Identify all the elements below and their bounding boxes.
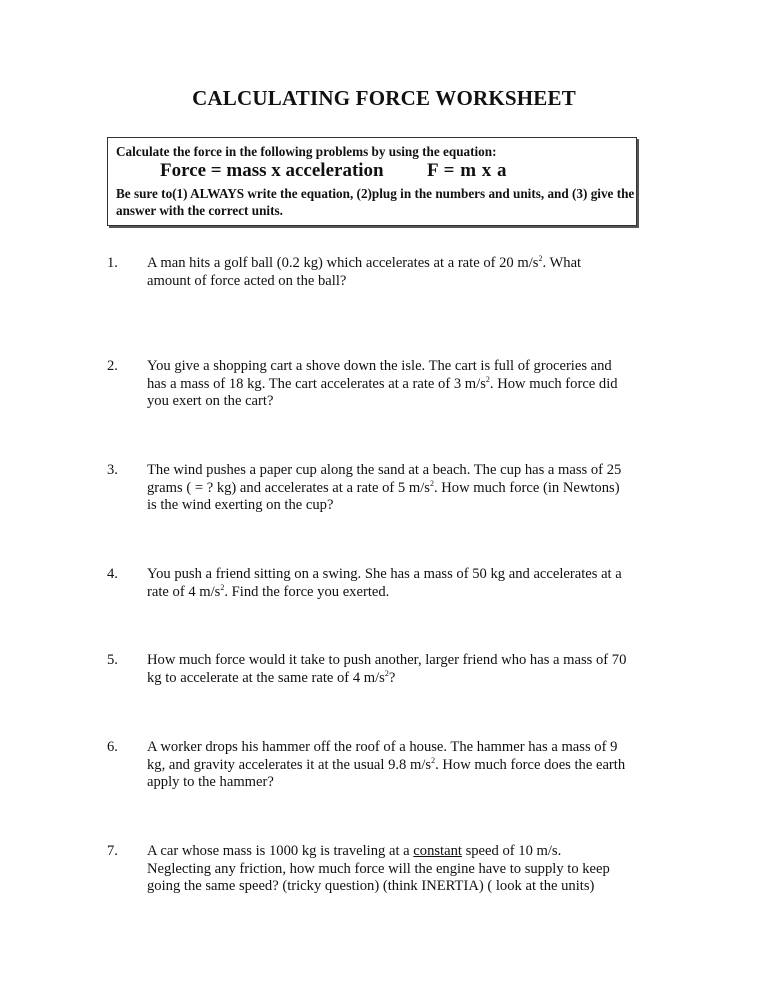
instructions-box — [107, 137, 637, 226]
problem-number: 1. — [107, 255, 118, 271]
problem-number: 5. — [107, 652, 118, 668]
problem-text: You give a shopping cart a shove down the isle. The cart is full of groceries and has a mass of 18 kg. The cart accelerates at a rate of 3 $m/s^2$. How much force did you exert on the cart? — [147, 358, 618, 409]
equation-row — [108, 160, 636, 184]
problem-number: 4. — [107, 566, 118, 582]
problem-text: A man hits a golf ball (0.2 kg) which accelerates at a rate of 20 $m/s^2$. What amount of force acted on the ball? — [147, 254, 582, 289]
problem-text: You push a friend sitting on a swing. She has a mass of 50 kg and accelerates at a rate of 4 $m/s^2$. Find the force you exerted. — [147, 566, 622, 600]
page-title: CALCULATING FORCE WORKSHEET — [192, 86, 576, 110]
equation-words: Force = mass x acceleration — [160, 160, 384, 181]
problem-number: 7. — [107, 843, 118, 859]
problem-text: A car whose mass is 1000 kg is traveling at a constant speed of 10 m/s. Neglecting any friction, how much force will the engine have to supply to keep going the same speed? (tricky question) (think INERTIA) ( look at the units) — [147, 843, 610, 894]
problem-text: How much force would it take to push another, larger friend who has a mass of 70 kg to accelerate at the same rate of 4 $m/s^2$? — [147, 652, 627, 686]
problem-text: The wind pushes a paper cup along the sand at a beach. The cup has a mass of 25 grams ( = ? kg) and accelerates at a rate of 5 $m/s^2$. How much force (in Newtons) is the wind exerting on the cup? — [147, 462, 622, 513]
equation-symbols: F = m x a — [427, 160, 508, 181]
underlined-word: constant — [413, 843, 462, 859]
instructions-intro: Calculate the force in the following problems by using the equation: — [116, 144, 497, 159]
instructions-reminder: Be sure to(1) ALWAYS write the equation, (2)plug in the numbers and units, and (3) give the answer with the correct units. — [116, 186, 635, 218]
problem-text: A worker drops his hammer off the roof of a house. The hammer has a mass of 9 kg, and gravity accelerates it at the usual 9.8 $m/s^2$. How much force does the earth apply to the hammer? — [147, 739, 626, 790]
problem-number: 3. — [107, 462, 118, 478]
problem-number: 2. — [107, 358, 118, 374]
problem-number: 6. — [107, 739, 118, 755]
